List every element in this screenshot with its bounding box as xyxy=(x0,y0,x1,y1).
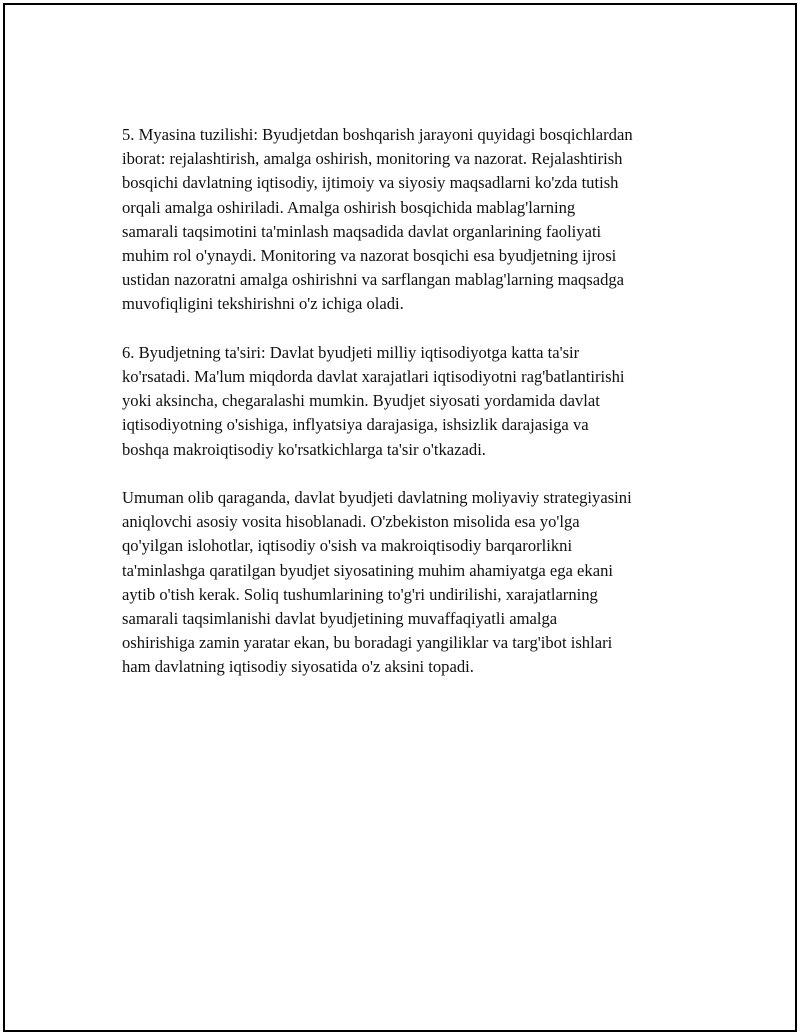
document-body xyxy=(122,123,702,704)
text-line: qo'yilgan islohotlar, iqtisodiy o'sish va makroiqtisodiy barqarorlikni xyxy=(122,536,573,556)
page-frame xyxy=(3,3,797,1032)
text-line: muhim rol o'ynaydi. Monitoring va nazorat bosqichi esa byudjetning ijrosi xyxy=(122,246,617,266)
paragraph-budget-impact xyxy=(122,341,702,462)
text-line: iborat: rejalashtirish, amalga oshirish, monitoring va nazorat. Rejalashtirish xyxy=(122,149,623,169)
text-line: iqtisodiyotning o'sishiga, inflyatsiya darajasiga, ishsizlik darajasiga va xyxy=(122,415,589,435)
text-line: boshqa makroiqtisodiy ko'rsatkichlarga ta'sir o'tkazadi. xyxy=(122,439,486,459)
text-line: 6. Byudjetning ta'siri: Davlat byudjeti milliy iqtisodiyotga katta ta'sir xyxy=(122,342,580,362)
text-line: aytib o'tish kerak. Soliq tushumlarining to'g'ri undirilishi, xarajatlarning xyxy=(122,584,598,604)
text-line: samarali taqsimlanishi davlat byudjetining muvaffaqiyatli amalga xyxy=(122,609,558,629)
text-line: ustidan nazoratni amalga oshirishni va sarflangan mablag'larning maqsadga xyxy=(122,270,625,290)
text-line: ko'rsatadi. Ma'lum miqdorda davlat xarajatlari iqtisodiyotni rag'batlantirishi xyxy=(122,367,625,387)
paragraph-budget-management-structure xyxy=(122,123,702,317)
text-line: Umuman olib qaraganda, davlat byudjeti davlatning moliyaviy strategiyasini xyxy=(122,488,632,508)
text-line: bosqichi davlatning iqtisodiy, ijtimoiy va siyosiy maqsadlarni ko'zda tutish xyxy=(122,173,619,193)
text-line: yoki aksincha, chegaralashi mumkin. Byudjet siyosati yordamida davlat xyxy=(122,391,600,411)
text-line: oshirishiga zamin yaratar ekan, bu boradagi yangiliklar va targ'ibot ishlari xyxy=(122,633,613,653)
text-line: muvofiqligini tekshirishni o'z ichiga oladi. xyxy=(122,294,404,314)
text-line: aniqlovchi asosiy vosita hisoblanadi. O'zbekiston misolida esa yo'lga xyxy=(122,512,580,532)
text-line: 5. Myasina tuzilishi: Byudjetdan boshqarish jarayoni quyidagi bosqichlardan xyxy=(122,125,633,144)
text-line: ham davlatning iqtisodiy siyosatida o'z aksini topadi. xyxy=(122,657,474,677)
text-line: orqali amalga oshiriladi. Amalga oshirish bosqichida mablag'larning xyxy=(122,197,576,217)
paragraph-conclusion xyxy=(122,486,702,680)
text-line: samarali taqsimotini ta'minlash maqsadida davlat organlarining faoliyati xyxy=(122,221,602,241)
text-line: ta'minlashga qaratilgan byudjet siyosatining muhim ahamiyatga ega ekani xyxy=(122,560,613,580)
